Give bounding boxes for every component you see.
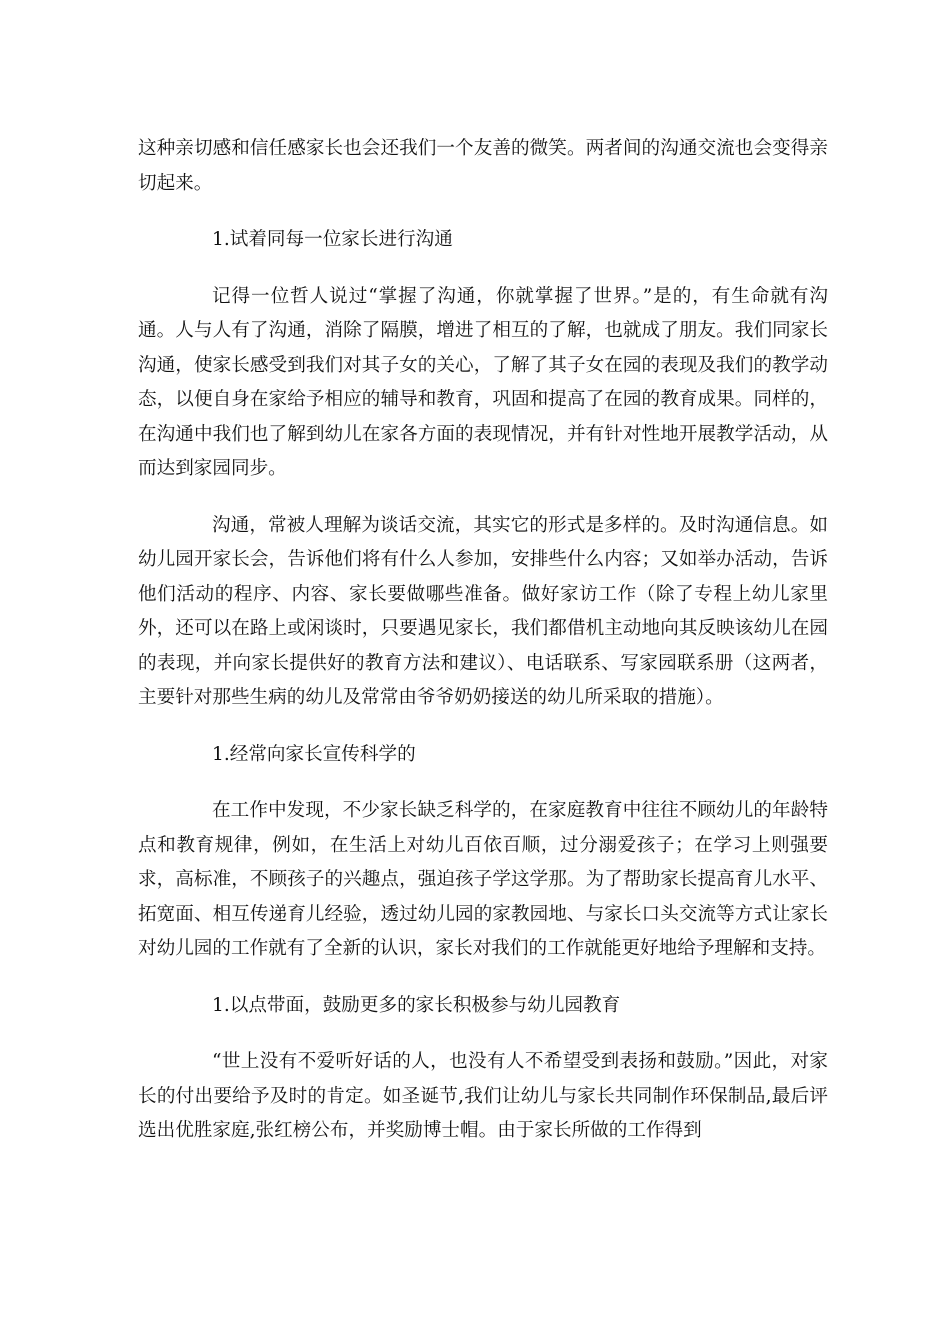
document-page	[138, 132, 828, 1171]
paragraph-science: 在工作中发现，不少家长缺乏科学的，在家庭教育中往往不顾幼儿的年龄特点和教育规律，例如，在生活上对幼儿百依百顺，过分溺爱孩子；在学习上则强要求，高标准，不顾孩子的兴趣点，强迫孩子学这学那。为了帮助家长提高育儿水平、拓宽面、相互传递育儿经验，透过幼儿园的家教园地、与家长口头交流等方式让家长对幼儿园的工作就有了全新的认识，家长对我们的工作就能更好地给予理解和支持。	[138, 800, 828, 959]
paragraph-praise: “世上没有不爱听好话的人，也没有人不希望受到表扬和鼓励。”因此，对家长的付出要给予及时的肯定。如圣诞节,我们让幼儿与家长共同制作环保制品,最后评选出优胜家庭,张红榜公布，并奖励博士帽。由于家长所做的工作得到	[138, 1051, 828, 1141]
paragraph-philosopher: 记得一位哲人说过“掌握了沟通，你就掌握了世界。”是的，有生命就有沟通。人与人有了沟通，消除了隔膜，增进了相互的了解，也就成了朋友。我们同家长沟通，使家长感受到我们对其子女的关心，了解了其子女在园的表现及我们的教学动态，以便自身在家给予相应的辅导和教育，巩固和提高了在园的教育成果。同样的，在沟通中我们也了解到幼儿在家各方面的表现情况，并有针对性地开展教学活动，从而达到家园同步。	[138, 285, 828, 479]
section-heading-science: 1.经常向家长宣传科学的	[212, 743, 416, 765]
section-heading-communicate: 1.试着同每一位家长进行沟通	[212, 229, 453, 250]
paragraph-communication-forms: 沟通，常被人理解为谈话交流，其实它的形式是多样的。及时沟通信息。如幼儿园开家长会，告诉他们将有什么人参加，安排些什么内容；又如举办活动，告诉他们活动的程序、内容、家长要做哪些准备。做好家访工作（除了专程上幼儿家里外，还可以在路上或闲谈时，只要遇见家长，我们都借机主动地向其反映该幼儿在园的表现，并向家长提供好的教育方法和建议）、电话联系、写家园联系册（这两者，主要针对那些生病的幼儿及常常由爷爷奶奶接送的幼儿所采取的措施）。	[138, 514, 828, 708]
section-heading-participation: 1.以点带面，鼓励更多的家长积极参与幼儿园教育	[212, 994, 621, 1016]
paragraph-intro: 这种亲切感和信任感家长也会还我们一个友善的微笑。两者间的沟通交流也会变得亲切起来。	[138, 138, 828, 194]
